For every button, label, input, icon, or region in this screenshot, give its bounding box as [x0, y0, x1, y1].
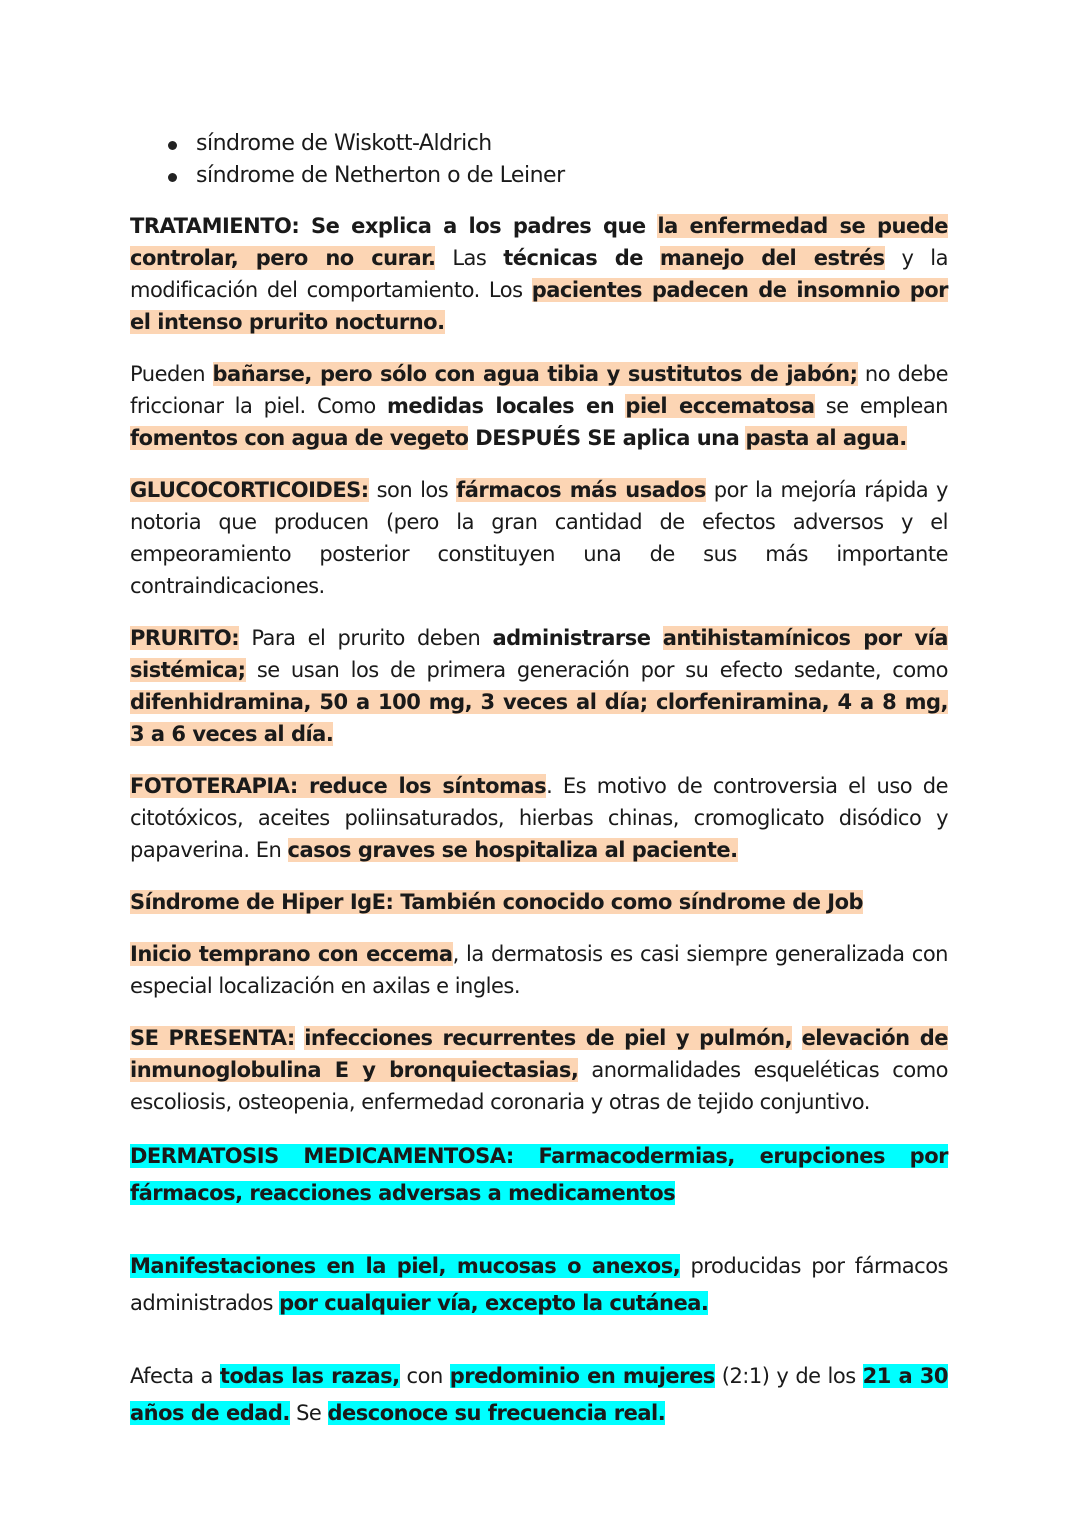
list-item: síndrome de Wiskott-Aldrich	[130, 128, 948, 160]
text-span: técnicas de	[503, 246, 644, 270]
highlight-orange: Inicio temprano con eccema	[130, 942, 453, 966]
highlight-orange: antihistamínicos por vía sistémica;	[130, 626, 948, 682]
highlight-orange: PRURITO:	[130, 626, 240, 650]
highlight-cyan: por cualquier vía, excepto la cutánea.	[279, 1291, 709, 1315]
highlight-cyan: predominio en mujeres	[449, 1364, 715, 1388]
text-span: producidas por fármacos administrados	[130, 1254, 948, 1315]
paragraph-glucocorticoides	[130, 474, 948, 602]
syndrome-list	[130, 128, 948, 192]
highlight-orange: fomentos con agua de vegeto	[130, 426, 469, 450]
paragraph-banarse	[130, 358, 948, 454]
highlight-orange: difenhidramina, 50 a 100 mg, 3 veces al día; clorfeniramina, 4 a 8 mg, 3 a 6 veces al día.	[130, 690, 948, 746]
highlight-cyan: todas las razas,	[219, 1364, 400, 1388]
highlight-orange: SE PRESENTA:	[130, 1026, 295, 1050]
highlight-orange: elevación de inmunoglobulina E y bronquiectasias,	[130, 1026, 948, 1082]
highlight-cyan: DERMATOSIS MEDICAMENTOSA: Farmacodermias, erupciones por fármacos, reacciones adversas a medicamentos	[130, 1144, 948, 1205]
text-span	[792, 1026, 801, 1050]
highlight-orange: la enfermedad se puede controlar, pero no curar.	[130, 214, 948, 270]
paragraph-manifestaciones	[130, 1248, 948, 1322]
text-span: . Es motivo de controversia el uso de citotóxicos, aceites poliinsaturados, hierbas chinas, cromoglicato disódico y papaverina. En	[130, 774, 948, 862]
paragraph-tratamiento	[130, 210, 948, 338]
highlight-orange: fármacos más usados	[456, 478, 706, 502]
text-span: DESPUÉS SE aplica una	[468, 426, 740, 450]
highlight-orange: Síndrome de Hiper IgE: También conocido como síndrome de Job	[130, 890, 864, 914]
paragraph-prurito	[130, 622, 948, 750]
highlight-orange: infecciones recurrentes de piel y pulmón,	[304, 1026, 793, 1050]
text-span: con	[399, 1364, 450, 1388]
text-span: por la mejoría rápida y notoria que producen (pero la gran cantidad de efectos adversos y el empeoramiento posterior constituyen una de sus más importante contraindicaciones.	[130, 478, 948, 598]
text-span	[651, 626, 663, 650]
text-span: medidas locales en	[387, 394, 615, 418]
text-span: (2:1) y de los	[714, 1364, 863, 1388]
text-span: Pueden	[130, 362, 213, 386]
text-span: anormalidades esqueléticas como escoliosis, osteopenia, enfermedad coronaria y otras de tejido conjuntivo.	[130, 1058, 948, 1114]
text-span: son los	[368, 478, 457, 502]
highlight-orange: pacientes padecen de insomnio por el intenso prurito nocturno.	[130, 278, 949, 334]
document-page	[130, 128, 948, 1452]
text-span	[614, 394, 625, 418]
text-span: se usan los de primera generación por su efecto sedante, como	[245, 658, 948, 682]
highlight-orange: pasta al agua.	[745, 426, 907, 450]
highlight-orange: piel eccematosa	[625, 394, 815, 418]
paragraph-fototerapia	[130, 770, 948, 866]
highlight-cyan: Manifestaciones en la piel, mucosas o anexos,	[130, 1254, 681, 1278]
text-span: , la dermatosis es casi siempre generalizada con especial localización en axilas e ingles.	[130, 942, 948, 998]
text-span	[295, 1026, 304, 1050]
text-span: no debe friccionar la piel. Como	[130, 362, 948, 418]
highlight-cyan: 21 a 30 años de edad.	[130, 1364, 948, 1425]
paragraph-inicio	[130, 938, 948, 1002]
text-span: Se	[289, 1401, 328, 1425]
highlight-orange: casos graves se hospitaliza al paciente.	[287, 838, 738, 862]
paragraph-se-presenta	[130, 1022, 948, 1118]
list-item: síndrome de Netherton o de Leiner	[130, 160, 948, 192]
text-span: Afecta a	[130, 1364, 220, 1388]
text-span: y la modificación del comportamiento. Los	[130, 246, 948, 302]
text-span: Las	[435, 246, 504, 270]
highlight-orange: manejo del estrés	[659, 246, 885, 270]
highlight-orange: FOTOTERAPIA: reduce los síntomas	[130, 774, 547, 798]
heading-dermatosis-medicamentosa	[130, 1138, 948, 1212]
highlight-orange: GLUCOCORTICOIDES:	[130, 478, 369, 502]
paragraph-afecta	[130, 1358, 948, 1432]
text-span: administrarse	[492, 626, 651, 650]
heading-hiper-ige	[130, 886, 948, 918]
highlight-cyan: desconoce su frecuencia real.	[327, 1401, 666, 1425]
text-span: se emplean	[814, 394, 948, 418]
text-span	[643, 246, 660, 270]
text-span: Para el prurito deben	[239, 626, 493, 650]
text-span: TRATAMIENTO: Se explica a los padres que	[130, 214, 658, 238]
highlight-orange: bañarse, pero sólo con agua tibia y sustitutos de jabón;	[212, 362, 858, 386]
